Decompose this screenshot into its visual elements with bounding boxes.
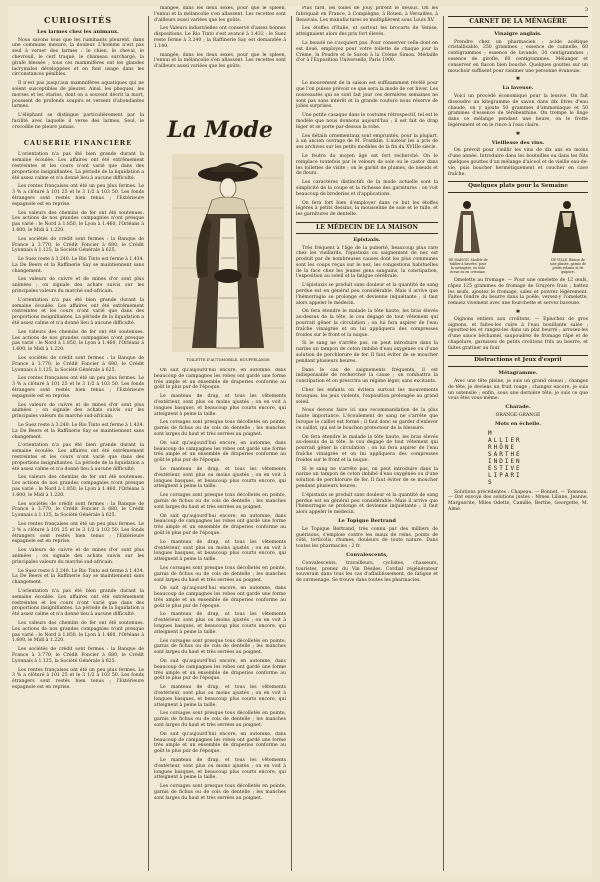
metagramme-heading: Métagramme. [498,370,538,377]
paragraph: L'orientation n'a pas été bien grande durant la semaine écoulée. Les affaires ont été extrêmement restreintes et les cours n'ont varié que dans des proportions insignifiantes. La période de la liquidation a été assez calme et n'a donné lieu à aucune difficulté. [12,152,144,181]
paragraph: Le Topique Bertrand, très connu par des milliers de guérisons, s'emploie contre les maux de reins, points de côté, torticolis, rhumes, douleurs de toute nature. Dans toutes les pharmacies : 2 fr. [296,526,438,550]
epistaxis-heading: Epistaxis. [353,236,381,243]
paragraph: Nous devons faire ici une recommandation de la plus haute importance. L'écoulement de sang ne s'arrête que lorsque le caillot est formé ; il faut donc se garder d'enlever ce caillot, qui est le bouchon protecteur de la blessure. [296,408,438,431]
word-ladder-row: S [488,478,494,486]
paragraph: Le Suez reste à 3.240. Le Rio Tinto est ferme à 1.434. La De Beers et la Raffinerie Say se maintiennent sans changement. [12,568,144,586]
paragraph: Les corsages sont presque tous décolletés en pointe, garnis de fichus ou de cols de dentelle ; les manches sont larges du haut et très serrées au poignet. [154,711,286,729]
paragraph: Plus tard, les toiles de Jouy prirent le dessus. On les fabriquait en France, à Compiègne, à Rouen, à Versailles, à Beauvais. Les manufactures se multiplièrent sous Louis XV. [296,6,438,23]
column-3 [296,6,438,872]
paragraph: Les sociétés de crédit sont fermes : la Banque de France à 3.770, le Crédit Foncier à 680, le Crédit Lyonnais à 1.125, la Société Générale à 625. [12,356,144,373]
paragraph: L'orientation n'a pas été bien grande durant la semaine écoulée. Les affaires ont été extrêmement restreintes et les cours n'ont varié que dans des proportions insignifiantes. La période de la liquidation a été assez calme et n'a donné lieu à aucune difficulté. [12,297,144,327]
paragraph: Le manteau de drap, et tous les vêtements d'extérieur, sont plus ou moins ajustés ; on en voit à longues basques, et beaucoup plus courts encore, qui atteignent à peine la taille. [154,612,286,635]
paragraph: mangée, dans les deux sexes, pour que le spleen, l'ennui et la mélancolie s'en allassent. Les recettes sont d'ailleurs aussi variées que les goûts. [154,6,286,23]
vieillesse-heading: Vieillesse des vins. [491,139,545,146]
column-1 [12,6,144,872]
paragraph: On sait qu'aujourd'hui encore, en automne, dans beaucoup de campagnes les robes ont gardé une forme très ample et un ensemble de draperies conforme au goût le plus pur de l'époque. [154,440,286,464]
paragraph: mangée, dans les deux sexes, pour que le spleen, l'ennui et la mélancolie s'en allassent. Les recettes sont d'ailleurs aussi variées que les goûts. [154,52,286,70]
column-rule [148,16,149,871]
laveuse-heading: La laveuse. [502,85,534,92]
paragraph: Les valeurs des chemins de fer ont été soutenues. Les actions de nos grandes compagnies n'ont presque pas varié : le Nord à 1.850, le Lyon à 1.460, l'Orléans à 1.600, le Midi à 1.220. [12,620,144,644]
paragraph: La beauté ne s'acquiert pas. Pour conserver celle dont on est doué, employez pour votre toilette de chaque jour la Crème, la Poudre et le Savon à la Crème Simon. Médaille d'or à l'Exposition Universelle, Paris 1900. [296,40,438,64]
paragraph: Les corsages sont presque tous décolletés en pointe, garnis de fichus ou de cols de dentelle ; les manches sont larges du haut et très serrées au poignet. [154,420,286,437]
word-ladder [448,430,588,486]
paragraph: Les rentes françaises ont été un peu plus fermes. Le 3 % a clôturé à 101 25 et le 3 1/2 à 103 50. Les fonds étrangers sont restés bien tenus ; l'Extérieure espagnole est en reprise. [12,667,144,690]
mots-heading: Mots en échelle. [494,420,542,427]
column-2-bottom [154,368,286,872]
paragraph: Le mouvement de la saison est suffisamment révélé pour que l'on puisse prévoir ce que sera la mode de cet hiver. Les nouveautés qui se sont fait jour ces dernières semaines ne sont pas sans intérêt et la grande couture nous réserve de jolies surprises. [296,81,438,110]
paragraph: Les rentes françaises ont été un peu plus fermes. Le 3 % a clôturé à 101 25 et le 3 1/2 à 103 50. Les fonds étrangers sont restés bien tenus ; l'Extérieure espagnole est en reprise. [12,184,144,207]
column-rule [291,16,292,871]
word-ladder-row: ALLIER [488,436,522,444]
paragraph: Le Suez reste à 3.240. Le Rio Tinto est ferme à 1.434. La De Beers et la Raffinerie Say se maintiennent sans changement. [12,423,144,440]
paragraph: Le manteau de drap, et tous les vêtements d'extérieur, sont plus ou moins ajustés ; on en voit à longues basques, et beaucoup plus courts encore, qui atteignent à peine la taille. [154,758,286,781]
paragraph: Oignons entiers aux croûtons. — Epluchez de gros oignons, et faites-les cuire à l'eau bouillante salée ; égouttez-les et rangez-les dans un plat beurré ; arrosez-les d'une sauce béchamel, saupoudrez de fromage râpé et de chapelure, garnissez de petits croûtons frits au beurre, et faites gratiner au four. [448,316,588,351]
paragraph: Les valeurs des chemins de fer ont été soutenues. Les actions de nos grandes compagnies n'ont presque pas varié : le Nord à 1.850, le Lyon à 1.460, l'Orléans à 1.600, le Midi à 1.220. [12,329,144,353]
paragraph: Une petite casaque dans le costume rétrospectif, tel est le modèle que nous donnons aujourd'hui ; il est fait de drap léger et se porte par-dessus la robe. [296,113,438,130]
paragraph: Les rentes françaises ont été un peu plus fermes. Le 3 % a clôturé à 101 25 et le 3 1/2 à 103 50. Les fonds étrangers sont restés bien tenus ; l'Extérieure espagnole est en reprise. [12,376,144,399]
word-ladder-row: LIPARI [488,471,522,479]
paragraph: On fera fort bien d'employer dans ce but les étoffes légères à petits dessins, la mousseline de soie et le tulle, et les garnitures de dentelle. [296,200,438,218]
paragraph: Nous savons tous que les ruminants pleurent, dans une commune mesure, la douleur. L'homme n'est pas seul à verser des larmes : le chien, le cheval, le chevreuil, le cerf traqué, le chameau surchargé, la girafe blessée ; tous ces mammifères ont les glandes lacrymales développées et en font usage dans les circonstances pénibles. [12,37,144,78]
paragraph: On sait qu'aujourd'hui encore, en automne, dans beaucoup de campagnes les robes ont gardé une forme très ample et un ensemble de draperies conforme au goût le plus pur de l'époque. [154,368,286,391]
paragraph: Convalescents, travailleurs, cyclistes, chasseurs, touristes, prenez du Vin Désiles. Cordial régénérateur souverain dans tous les cas d'affaiblissement, de fatigue et de surmenage. Se trouve dans toutes les pharmacies. [296,560,438,584]
paragraph: Les détails ornementaux sont empruntés, pour la plupart, à un ancien ouvrage de M. Franklin. L'auteur les a pris de ses archives sur les petits modèles de la fin du XVIIIe siècle. [296,133,438,151]
paragraph: L'orientation n'a pas été bien grande durant la semaine écoulée. Les affaires ont été extrêmement restreintes et les cours n'ont varié que dans des proportions insignifiantes. La période de la liquidation a été assez calme et n'a donné lieu à aucune difficulté. [12,443,144,472]
paragraph: On sait qu'aujourd'hui encore, en automne, dans beaucoup de campagnes les robes ont gardé une forme très ample et un ensemble de draperies conforme au goût le plus pur de l'époque. [154,586,286,609]
paragraph: L'éléphant se distingue particulièrement par la facilité avec laquelle il verse des larmes. Seul, le crocodile ne pleure jamais. [12,113,144,130]
paragraph: Prendre chez un pharmacien : acide acétique cristallisable, 250 grammes ; essence de cannelle, 60 centigrammes ; essence de lavande, 30 centigrammes ; essence de girofle, 60 centigrammes. Mélanger et conserver en flacon bien bouché. Quelques gouttes sur un mouchoir suffisent pour ranimer une personne évanouie. [448,39,588,74]
illustration-caption: TOILETTE D'AUTOMOBILE, HOUPPELANDE [186,358,270,362]
paragraph: Les valeurs de cuivre et de mines d'or sont plus animées ; on signale des achats suivis sur les principales valeurs du marché sud-africain. [12,548,144,565]
column-2-top [154,6,286,118]
paragraph: On sait qu'aujourd'hui encore, en automne, dans beaucoup de campagnes les robes ont gardé une forme très ample et un ensemble de draperies conforme au goût le plus pur de l'époque. [154,513,286,536]
paragraph: On fera étendre le malade la tête haute, les bras élevés au-dessus de la tête, le cou dégagé de tout vêtement qui pourrait gêner la circulation ; on lui fera aspirer de l'eau fraîche vinaigrée et on lui appliquera des compresses froides sur le front et la nuque. [296,434,438,463]
paragraph: Voici un procédé économique pour la lessive. On fait dissoudre un kilogramme de savon dans dix litres d'eau chaude, on y ajoute 50 grammes d'ammoniaque et 50 grammes d'essence de térébenthine. On trempe le linge dans ce mélange pendant une heure, on le frotte légèrement et on le rince à l'eau claire. [448,93,588,128]
carnet-heading: CARNET DE LA MÉNAGÈRE [448,16,588,28]
paragraph: Si le sang ne s'arrête pas, on peut introduire dans la narine un tampon de coton imbibé d'eau oxygénée ou d'une solution de perchlorure de fer. Il faut éviter de se moucher pendant plusieurs heures. [296,466,438,489]
medecin-heading: LE MÉDECIN DE LA MAISON [296,222,438,234]
convalescents-heading: Convalescents, [346,551,388,558]
topique-heading: Le Topique Bertrand [338,517,396,524]
column-4 [448,6,588,872]
newspaper-page [8,6,592,876]
word-ladder-row: ESTIVE [488,464,522,472]
paragraph: Dans le cas de saignements fréquents, il est indispensable de rechercher la cause ; on combattra la constipation et on prescrira un régime léger, sans excitants. [296,367,438,385]
paragraph: Les valeurs de cuivre et de mines d'or sont plus animées ; on signale des achats suivis sur les principales valeurs du marché sud-africain. [12,277,144,295]
paragraph: On fera étendre le malade la tête haute, les bras élevés au-dessus de la tête, le cou dégagé de tout vêtement qui pourrait gêner la circulation ; on lui fera aspirer de l'eau fraîche vinaigrée et on lui appliquera des compresses froides sur le front et la nuque. [296,309,438,338]
paragraph: L'orientation n'a pas été bien grande durant la semaine écoulée. Les affaires ont été extrêmement restreintes et les cours n'ont varié que dans des proportions insignifiantes. La période de la liquidation a été assez calme et n'a donné lieu à aucune difficulté. [12,588,144,618]
paragraph: Les valeurs des chemins de fer ont été soutenues. Les actions de nos grandes compagnies n'ont presque pas varié : le Nord à 1.850, le Lyon à 1.460, l'Orléans à 1.600, le Midi à 1.220. [12,210,144,233]
paragraph: Le Suez reste à 3.240. Le Rio Tinto est ferme à 1.434. La De Beers et la Raffinerie Say se maintiennent sans changement. [12,257,144,274]
paragraph: L'épistaxis se produit sans douleur et la quantité de sang perdue est en général peu considérable. Mais il arrive que l'hémorragie se prolonge et devienne inquiétante ; il faut alors appeler le médecin. [296,283,438,306]
paragraph: Le manteau de drap, et tous les vêtements d'extérieur, sont plus ou moins ajustés ; on en voit à longues basques, et beaucoup plus courts encore, qui atteignent à peine la taille. [154,466,286,490]
paragraph: Le manteau de drap, et tous les vêtements d'extérieur, sont plus ou moins ajustés ; on en voit à longues basques, et beaucoup plus courts encore, qui atteignent à peine la taille. [154,394,286,417]
paragraph: Le manteau de drap, et tous les vêtements d'extérieur, sont plus ou moins ajustés ; on en voit à longues basques, et beaucoup plus courts encore, qui atteignent à peine la taille. [154,685,286,708]
house-dress-illustration [448,197,486,255]
word-ladder-row: INDIEN [488,457,522,465]
paragraph: Chez les enfants on évitera surtout les mouvements brusques, les jeux violents, l'exposition prolongée au grand soleil. [296,388,438,405]
town-dress-illustration [548,197,586,255]
fashion-illustration [168,148,288,358]
paragraph: Les corsages sont presque tous décolletés en pointe, garnis de fichus ou de cols de dentelle ; les manches sont larges du haut et très serrées au poignet. [154,784,286,801]
column-rule [443,16,444,871]
paragraph: On sait qu'aujourd'hui encore, en automne, dans beaucoup de campagnes les robes ont gardé une forme très ample et un ensemble de draperies conforme au goût le plus pur de l'époque. [154,659,286,682]
mini-figures [448,197,588,274]
separator-star: ✱ [515,308,521,315]
paragraph: Les sociétés de crédit sont fermes : la Banque de France à 3.770, le Crédit Foncier à 680, le Crédit Lyonnais à 1.125, la Société Générale à 625. [12,647,144,664]
paragraph: Le manteau de drap, et tous les vêtements d'extérieur, sont plus ou moins ajustés ; on en voit à longues basques, et beaucoup plus courts encore, qui atteignent à peine la taille. [154,539,286,563]
charade-heading: Charade. [505,404,531,411]
paragraph: Les corsages sont presque tous décolletés en pointe, garnis de fichus ou de cols de dentelle ; les manches sont larges du haut et très serrées au poignet. [154,493,286,510]
separator-star: ✱ [515,76,521,83]
vinaigre-heading: Vinaigre anglais. [494,30,542,37]
paragraph: Les rentes françaises ont été un peu plus fermes. Le 3 % a clôturé à 101 25 et le 3 1/2 à 103 50. Les fonds étrangers sont restés bien tenus ; l'Extérieure espagnole est en reprise. [12,521,144,545]
paragraph: Les sociétés de crédit sont fermes : la Banque de France à 3.770, le Crédit Foncier à 680, le Crédit Lyonnais à 1.125, la Société Générale à 625. [12,501,144,519]
paragraph: On sait qu'aujourd'hui encore, en automne, dans beaucoup de campagnes les robes ont gardé une forme très ample et un ensemble de draperies conforme au goût le plus pur de l'époque. [154,731,286,755]
paragraph: Les sociétés de crédit sont fermes : la Banque de France à 3.770, le Crédit Foncier à 680, le Crédit Lyonnais à 1.125, la Société Générale à 625. [12,236,144,254]
paragraph: L'épistaxis se produit sans douleur et la quantité de sang perdue est en général peu considérable. Mais il arrive que l'hémorragie se prolonge et devienne inquiétante ; il faut alors appeler le médecin. [296,492,438,516]
paragraph: Les caractères distinctifs de la mode actuelle sont la simplicité de la coupe et la richesse des garnitures ; on voit beaucoup de broderies et d'applications. [296,180,438,197]
plats-heading: Quelques plats pour la Semaine [448,181,588,193]
paragraph: Les valeurs des chemins de fer ont été soutenues. Les actions de nos grandes compagnies n'ont presque pas varié : le Nord à 1.850, le Lyon à 1.460, l'Orléans à 1.600, le Midi à 1.220. [12,475,144,498]
curiosites-heading: CURIOSITÉS [43,15,113,25]
paragraph: Si le sang ne s'arrête pas, on peut introduire dans la narine un tampon de coton imbibé d'eau oxygénée ou d'une solution de perchlorure de fer. Il faut éviter de se moucher pendant plusieurs heures. [296,341,438,364]
paragraph: Les valeurs de cuivre et de mines d'or sont plus animées ; on signale des achats suivis sur les principales valeurs du marché sud-africain. [12,402,144,420]
paragraph: Les étoffes d'Italie, et surtout les brocarts de Venise, atteignaient alors des prix fort élevés. [296,26,438,38]
la-mode-heading: La Mode [167,117,273,143]
figure-label: DE MAISON. Modèle de tablier à bavette, pour la ménagère, en toile écrue ou en cretonne. [448,257,488,274]
paragraph: Les corsages sont presque tous décolletés en pointe, garnis de fichus ou de cols de dentelle ; les manches sont larges du haut et très serrées au poignet. [154,638,286,656]
paragraph: On prévoit pour vieillir les vins de dix ans en moins d'une année. Introduire dans les bouteilles ou dans les fûts quelques gouttes d'un mélange d'alcool et de vieille eau-de-vie, puis boucher hermétiquement et coucher en cave fraîche. [448,148,588,177]
charade-text: ORANGE-GRANGE [495,413,541,419]
paragraph: Les Valeurs industrielles ont conservé d'assez bonnes dispositions. Le Rio Tinto s'est avancé à 1.432 ; le Suez reste ferme à 3.240 ; la Raffinerie Say est demandée à 1.140. [154,26,286,49]
page-number: 3 [584,7,588,13]
separator-star: ✱ [515,130,521,137]
figure-label: DE VILLE. Blouse de soie plissée, garnie de petits volants et de guipure. [550,257,586,274]
distractions-heading: Distractions et Jeux d'esprit [448,355,588,367]
paragraph: Très fréquent à l'âge de la puberté, beaucoup plus rare chez les vieillards, l'épistaxis ou saignement de nez est produit par de nombreuses causes dont les plus communes sont les coups reçus sur le nez, les congestions habituelles de la face chez les jeunes gens sanguins, la constipation, l'exposition au soleil et la fatigue cérébrale. [296,245,438,280]
paragraph: Avec une tête pleine, je suis un grand oiseau ; changez de tête, je deviens un fruit rouge ; changez encore, je suis un ustensile ; enfin, sous une dernière tête, je suis ce que vous êtes vous-même. [448,379,588,402]
larmes-heading: Les larmes chez les animaux. [37,28,119,35]
word-ladder-row: SARTHE [488,450,522,458]
paragraph: Omelette au fromage. — Pour une omelette de 12 œufs, râpez 125 grammes de fromage de Gruyère frais ; battez les œufs, ajoutez le fromage, salez et poivrez légèrement. Faites fondre du beurre dans la poêle, versez-y l'omelette, remuez vivement avec une fourchette et servez baveuse. [448,277,588,307]
paragraph: Il n'est pas jusqu'aux mammifères aquatiques qui ne soient susceptibles de pleurer. Ainsi, les phoques, les morses et les otaries, dont on a souvent décrit la mort, poussent de profonds soupirs et versent d'abondantes larmes. [12,81,144,110]
causerie-heading: CAUSERIE FINANCIÈRE [23,138,133,147]
paragraph: Le feutre du moyen âge est fort recherché. On le remplace toutefois par le velours de soie ou le castor dans les toilettes de visite ; on le garnit de plumes, de nœuds et de fleurs. [296,153,438,177]
word-ladder-row: M [488,429,494,437]
paragraph: Les corsages sont presque tous décolletés en pointe, garnis de fichus ou de cols de dentelle ; les manches sont larges du haut et très serrées au poignet. [154,565,286,583]
paragraph: Solutions précédentes : Chapeau. — Bonnet. — Tonneau. — Ont envoyé des solutions justes : Mmes Liliane, Jeanne, Marguerite, Mlles Odette, Camille, Berthe, Georgette, M. Aimé. [448,489,588,513]
word-ladder-row: RHÔNE [488,443,517,451]
